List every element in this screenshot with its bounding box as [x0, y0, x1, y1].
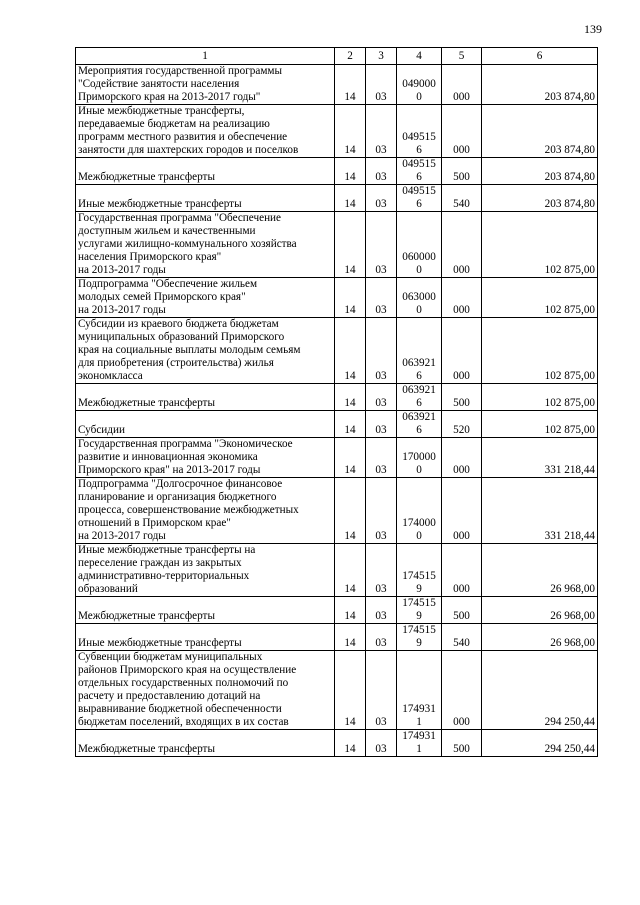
table-row — [76, 411, 598, 438]
budget-table — [75, 47, 598, 757]
page-number: 139 — [584, 22, 602, 36]
table-body — [76, 65, 598, 757]
section-cell: 14 — [335, 185, 366, 212]
row-name-cell: Межбюджетные трансферты — [76, 730, 335, 757]
target-code-cell: 174931 1 — [397, 730, 442, 757]
expense-type-cell: 000 — [442, 65, 482, 105]
amount-cell: 294 250,44 — [482, 730, 598, 757]
table-row — [76, 105, 598, 158]
subsection-cell: 03 — [366, 105, 397, 158]
subsection-cell: 03 — [366, 478, 397, 544]
row-name-cell: Иные межбюджетные трансферты — [76, 624, 335, 651]
amount-cell: 26 968,00 — [482, 624, 598, 651]
table-row — [76, 318, 598, 384]
amount-cell: 294 250,44 — [482, 651, 598, 730]
column-header-5: 5 — [442, 48, 482, 65]
target-code-cell: 063921 6 — [397, 318, 442, 384]
expense-type-cell: 540 — [442, 624, 482, 651]
section-cell: 14 — [335, 105, 366, 158]
target-code-cell: 174931 1 — [397, 651, 442, 730]
subsection-cell: 03 — [366, 185, 397, 212]
row-name-cell: Межбюджетные трансферты — [76, 597, 335, 624]
subsection-cell: 03 — [366, 65, 397, 105]
amount-cell: 203 874,80 — [482, 158, 598, 185]
target-code-cell: 063000 0 — [397, 278, 442, 318]
section-cell: 14 — [335, 278, 366, 318]
subsection-cell: 03 — [366, 624, 397, 651]
amount-cell: 203 874,80 — [482, 105, 598, 158]
column-header-4: 4 — [397, 48, 442, 65]
subsection-cell: 03 — [366, 651, 397, 730]
subsection-cell: 03 — [366, 597, 397, 624]
section-cell: 14 — [335, 730, 366, 757]
table-row — [76, 185, 598, 212]
column-header-6: 6 — [482, 48, 598, 65]
amount-cell: 102 875,00 — [482, 278, 598, 318]
amount-cell: 102 875,00 — [482, 411, 598, 438]
subsection-cell: 03 — [366, 384, 397, 411]
expense-type-cell: 500 — [442, 158, 482, 185]
section-cell: 14 — [335, 478, 366, 544]
table-row — [76, 384, 598, 411]
amount-cell: 331 218,44 — [482, 478, 598, 544]
expense-type-cell: 000 — [442, 544, 482, 597]
row-name-cell: Межбюджетные трансферты — [76, 158, 335, 185]
amount-cell: 102 875,00 — [482, 384, 598, 411]
target-code-cell: 049000 0 — [397, 65, 442, 105]
table-row — [76, 438, 598, 478]
table-row — [76, 730, 598, 757]
column-header-2: 2 — [335, 48, 366, 65]
header-row — [76, 48, 598, 65]
amount-cell: 102 875,00 — [482, 212, 598, 278]
row-name-cell: Иные межбюджетные трансферты на переселение граждан из закрытых административно-территориальных образований — [76, 544, 335, 597]
table-row — [76, 478, 598, 544]
amount-cell: 203 874,80 — [482, 185, 598, 212]
section-cell: 14 — [335, 438, 366, 478]
section-cell: 14 — [335, 384, 366, 411]
target-code-cell: 049515 6 — [397, 185, 442, 212]
section-cell: 14 — [335, 544, 366, 597]
section-cell: 14 — [335, 318, 366, 384]
row-name-cell: Субсидии — [76, 411, 335, 438]
section-cell: 14 — [335, 651, 366, 730]
expense-type-cell: 000 — [442, 318, 482, 384]
expense-type-cell: 500 — [442, 597, 482, 624]
row-name-cell: Государственная программа "Экономическое развитие и инновационная экономика Приморского края" на 2013-2017 годы — [76, 438, 335, 478]
target-code-cell: 049515 6 — [397, 158, 442, 185]
target-code-cell: 174000 0 — [397, 478, 442, 544]
row-name-cell: Иные межбюджетные трансферты — [76, 185, 335, 212]
subsection-cell: 03 — [366, 212, 397, 278]
row-name-cell: Подпрограмма "Обеспечение жильем молодых семей Приморского края" на 2013-2017 годы — [76, 278, 335, 318]
section-cell: 14 — [335, 158, 366, 185]
table-row — [76, 651, 598, 730]
target-code-cell: 049515 6 — [397, 105, 442, 158]
section-cell: 14 — [335, 65, 366, 105]
expense-type-cell: 500 — [442, 730, 482, 757]
subsection-cell: 03 — [366, 438, 397, 478]
amount-cell: 26 968,00 — [482, 544, 598, 597]
section-cell: 14 — [335, 411, 366, 438]
expense-type-cell: 000 — [442, 478, 482, 544]
subsection-cell: 03 — [366, 411, 397, 438]
subsection-cell: 03 — [366, 278, 397, 318]
subsection-cell: 03 — [366, 318, 397, 384]
column-header-3: 3 — [366, 48, 397, 65]
target-code-cell: 063921 6 — [397, 384, 442, 411]
table-row — [76, 544, 598, 597]
row-name-cell: Подпрограмма "Долгосрочное финансовое планирование и организация бюджетного процесса, совершенствование межбюджетных отношений в Приморском крае" на 2013-2017 годы — [76, 478, 335, 544]
amount-cell: 26 968,00 — [482, 597, 598, 624]
expense-type-cell: 500 — [442, 384, 482, 411]
row-name-cell: Государственная программа "Обеспечение доступным жильем и качественными услугами жилищно-коммунального хозяйства населения Приморского края" на 2013-2017 годы — [76, 212, 335, 278]
table-row — [76, 158, 598, 185]
expense-type-cell: 520 — [442, 411, 482, 438]
table-row — [76, 597, 598, 624]
subsection-cell: 03 — [366, 158, 397, 185]
subsection-cell: 03 — [366, 730, 397, 757]
table-row — [76, 65, 598, 105]
section-cell: 14 — [335, 212, 366, 278]
table-row — [76, 278, 598, 318]
target-code-cell: 174515 9 — [397, 624, 442, 651]
row-name-cell: Иные межбюджетные трансферты, передаваемые бюджетам на реализацию программ местного развития и обеспечение занятости для шахтерских городов и поселков — [76, 105, 335, 158]
row-name-cell: Мероприятия государственной программы "Содействие занятости населения Приморского края на 2013-2017 годы" — [76, 65, 335, 105]
target-code-cell: 174515 9 — [397, 597, 442, 624]
expense-type-cell: 000 — [442, 651, 482, 730]
expense-type-cell: 000 — [442, 438, 482, 478]
row-name-cell: Субвенции бюджетам муниципальных районов Приморского края на осуществление отдельных государственных полномочий по расчету и предоставлению дотаций на выравнивание бюджетной обеспеченности бюджетам поселений, входящих в их состав — [76, 651, 335, 730]
section-cell: 14 — [335, 597, 366, 624]
amount-cell: 102 875,00 — [482, 318, 598, 384]
expense-type-cell: 000 — [442, 105, 482, 158]
column-header-1: 1 — [76, 48, 335, 65]
target-code-cell: 174515 9 — [397, 544, 442, 597]
expense-type-cell: 000 — [442, 212, 482, 278]
target-code-cell: 060000 0 — [397, 212, 442, 278]
amount-cell: 203 874,80 — [482, 65, 598, 105]
amount-cell: 331 218,44 — [482, 438, 598, 478]
expense-type-cell: 540 — [442, 185, 482, 212]
table-row — [76, 212, 598, 278]
row-name-cell: Субсидии из краевого бюджета бюджетам муниципальных образований Приморского края на социальные выплаты молодым семьям для приобретения (строительства) жилья экономкласса — [76, 318, 335, 384]
subsection-cell: 03 — [366, 544, 397, 597]
target-code-cell: 170000 0 — [397, 438, 442, 478]
expense-type-cell: 000 — [442, 278, 482, 318]
row-name-cell: Межбюджетные трансферты — [76, 384, 335, 411]
target-code-cell: 063921 6 — [397, 411, 442, 438]
table-row — [76, 624, 598, 651]
section-cell: 14 — [335, 624, 366, 651]
